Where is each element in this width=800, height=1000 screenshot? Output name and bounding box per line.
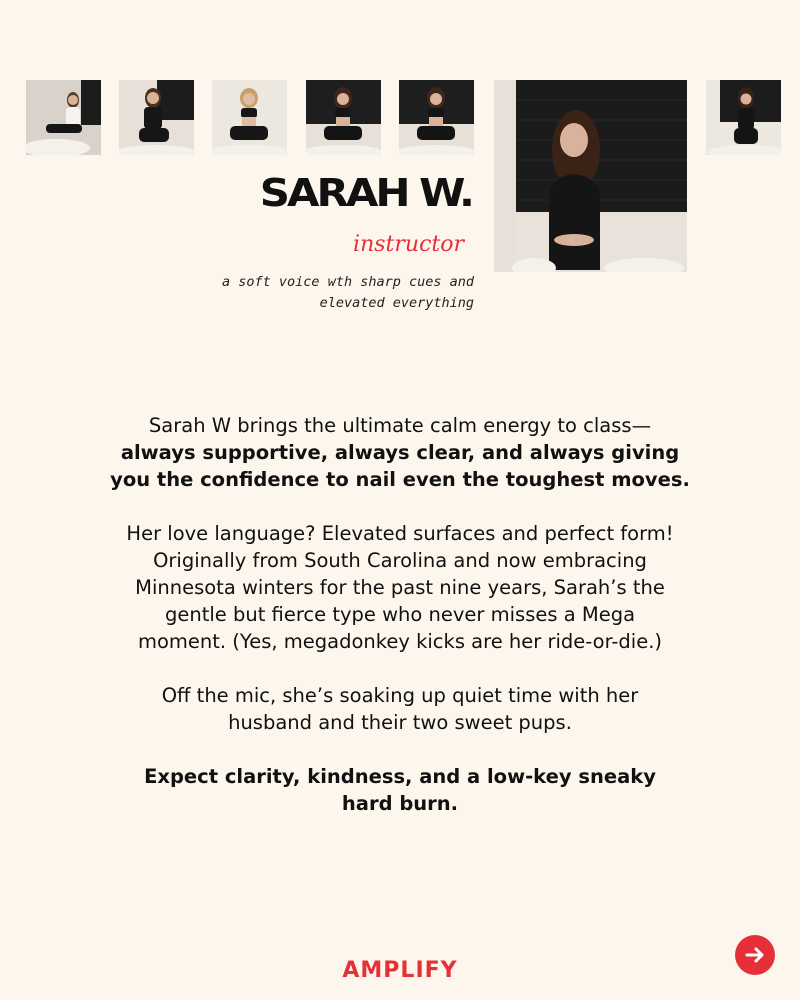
photo-sitting-cross-legged bbox=[26, 80, 101, 155]
bio-line: Her love language? Elevated surfaces and perfect form! bbox=[126, 522, 674, 545]
instructor-role: instructor bbox=[353, 232, 464, 257]
bio-line: moment. (Yes, megadonkey kicks are her ride-or-die.) bbox=[137, 630, 663, 653]
photo-seated-smiling bbox=[399, 80, 474, 155]
photo-thumbnail bbox=[212, 80, 287, 155]
bio-paragraph bbox=[60, 763, 740, 817]
photo-thumbnail bbox=[119, 80, 194, 155]
photo-thumbnail bbox=[306, 80, 381, 155]
bio-line: Off the mic, she’s soaking up quiet time with her bbox=[161, 684, 639, 707]
bio-paragraph bbox=[60, 412, 740, 493]
arrow-right-icon bbox=[743, 943, 767, 967]
bio-line-bold: always supportive, always clear, and always giving bbox=[120, 441, 680, 464]
photo-seated-sports-bra bbox=[306, 80, 381, 155]
photo-seated-blonde bbox=[212, 80, 287, 155]
photo-thumbnail bbox=[26, 80, 101, 155]
instructor-tagline bbox=[222, 272, 474, 314]
instructor-bio bbox=[60, 412, 740, 844]
bio-line: Sarah W brings the ultimate calm energy to class— bbox=[148, 414, 652, 437]
bio-line: Minnesota winters for the past nine years, Sarah’s the bbox=[135, 576, 665, 599]
bio-line: gentle but fierce type who never misses a Mega bbox=[164, 603, 636, 626]
tagline-line: elevated everything bbox=[319, 295, 474, 311]
photo-seated-front bbox=[119, 80, 194, 155]
bio-line-bold: Expect clarity, kindness, and a low-key sneaky bbox=[144, 765, 656, 788]
bio-paragraph bbox=[60, 682, 740, 736]
bio-line: Originally from South Carolina and now embracing bbox=[153, 549, 647, 572]
bio-line-bold: hard burn. bbox=[341, 792, 459, 815]
tagline-line: a soft voice wth sharp cues and bbox=[222, 274, 474, 290]
hero-photo bbox=[494, 80, 687, 272]
photo-seated-hands-folded bbox=[706, 80, 781, 155]
photo-thumbnail bbox=[399, 80, 474, 155]
bio-line: husband and their two sweet pups. bbox=[228, 711, 572, 734]
bio-paragraph bbox=[60, 520, 740, 655]
next-slide-button[interactable] bbox=[735, 935, 775, 975]
bio-line-bold: you the confidence to nail even the toughest moves. bbox=[110, 468, 690, 491]
photo-thumbnail bbox=[706, 80, 781, 155]
photo-instructor-portrait bbox=[494, 80, 687, 272]
brand-logo: AMPLIFY bbox=[342, 958, 458, 983]
instructor-name: SARAH W. bbox=[259, 170, 472, 216]
